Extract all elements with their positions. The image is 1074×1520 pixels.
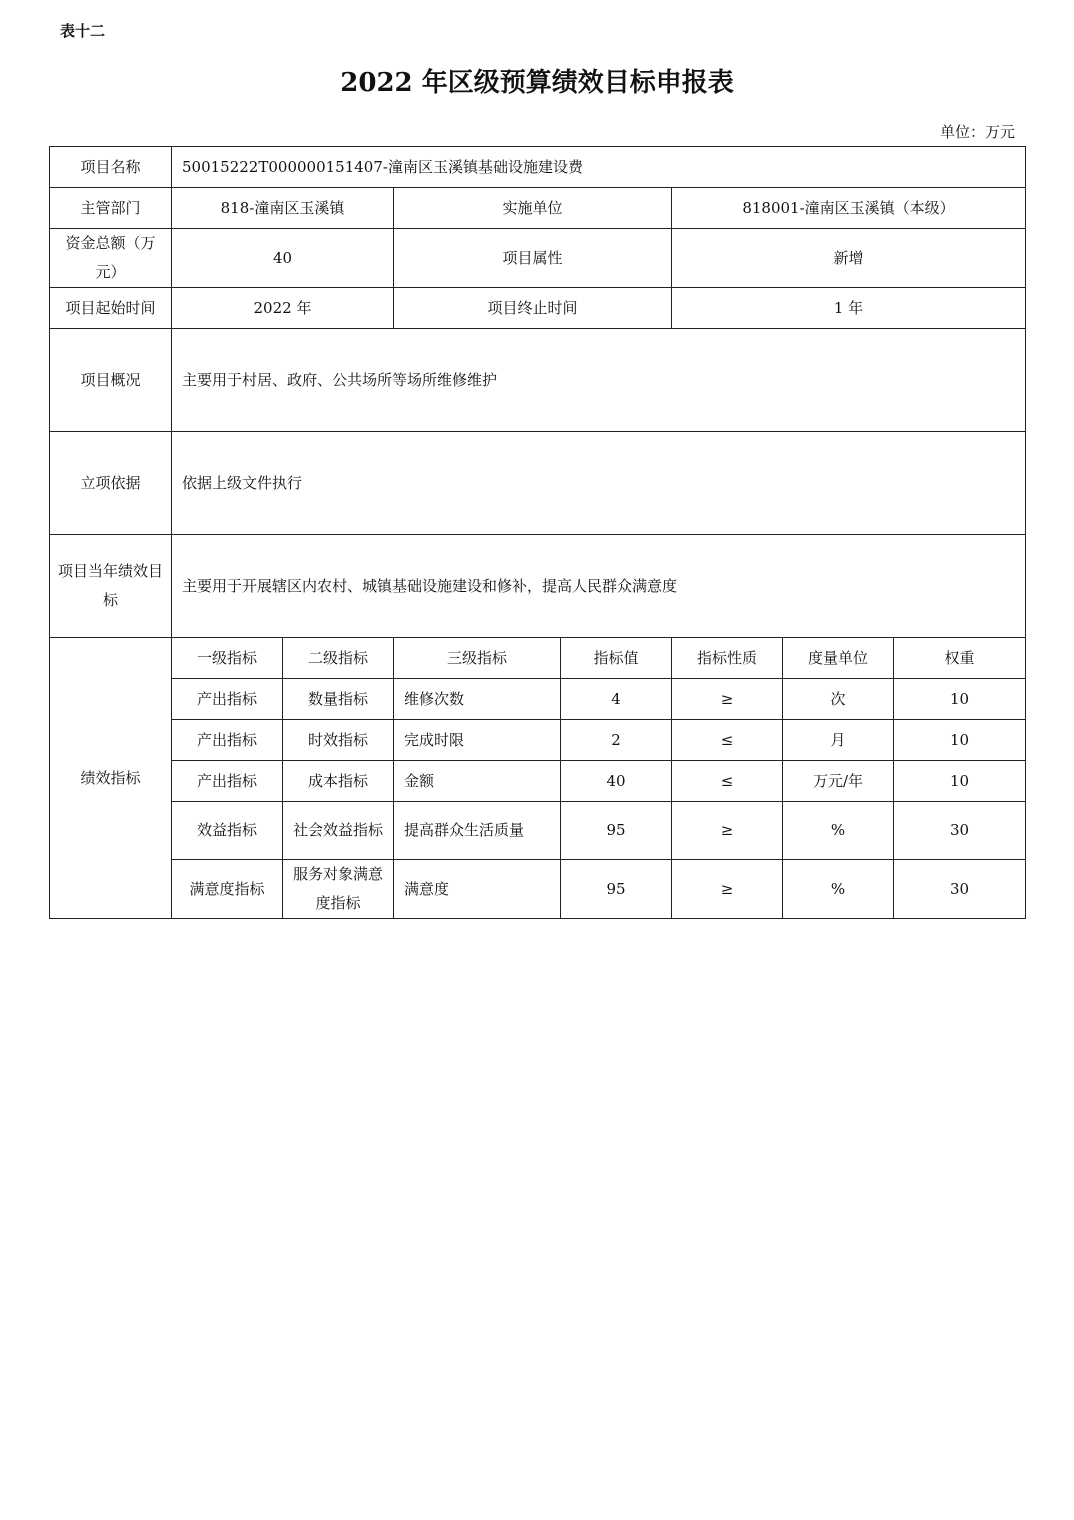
- row-goal: [50, 535, 1026, 638]
- perf-row: [50, 761, 1026, 802]
- funds-label: 资金总额（万元）: [50, 229, 172, 288]
- budget-performance-form: [49, 146, 1026, 919]
- row-period: [50, 288, 1026, 329]
- overview-value: 主要用于村居、政府、公共场所等场所维修维护: [172, 329, 1026, 432]
- perf-row: [50, 679, 1026, 720]
- perf-cell: %: [783, 802, 894, 860]
- row-basis: [50, 432, 1026, 535]
- perf-header-cell: 二级指标: [283, 638, 394, 679]
- perf-cell: 提高群众生活质量: [394, 802, 561, 860]
- perf-cell: 月: [783, 720, 894, 761]
- perf-cell: 10: [894, 720, 1026, 761]
- perf-cell: 30: [894, 802, 1026, 860]
- document-label: 表十二: [60, 22, 106, 40]
- perf-header-cell: 三级指标: [394, 638, 561, 679]
- goal-label: 项目当年绩效目标: [50, 535, 172, 638]
- end-value: 1 年: [672, 288, 1026, 329]
- perf-cell: 万元/年: [783, 761, 894, 802]
- perf-cell: 95: [561, 860, 672, 919]
- project-name-value: 50015222T000000151407-潼南区玉溪镇基础设施建设费: [172, 147, 1026, 188]
- attr-label: 项目属性: [394, 229, 672, 288]
- unit-note: 单位：万元: [939, 123, 1015, 141]
- start-label: 项目起始时间: [50, 288, 172, 329]
- row-funds: [50, 229, 1026, 288]
- goal-value: 主要用于开展辖区内农村、城镇基础设施建设和修补，提高人民群众满意度: [172, 535, 1026, 638]
- perf-cell: 10: [894, 679, 1026, 720]
- perf-row: [50, 860, 1026, 919]
- perf-cell: 社会效益指标: [283, 802, 394, 860]
- perf-cell: ≥: [672, 860, 783, 919]
- perf-header-cell: 权重: [894, 638, 1026, 679]
- perf-cell: 95: [561, 802, 672, 860]
- perf-cell: 30: [894, 860, 1026, 919]
- perf-cell: 完成时限: [394, 720, 561, 761]
- impl-value: 818001-潼南区玉溪镇（本级）: [672, 188, 1026, 229]
- impl-label: 实施单位: [394, 188, 672, 229]
- overview-label: 项目概况: [50, 329, 172, 432]
- perf-row: [50, 802, 1026, 860]
- perf-cell: 成本指标: [283, 761, 394, 802]
- funds-value: 40: [172, 229, 394, 288]
- end-label: 项目终止时间: [394, 288, 672, 329]
- perf-cell: 次: [783, 679, 894, 720]
- perf-cell: 服务对象满意度指标: [283, 860, 394, 919]
- project-name-label: 项目名称: [50, 147, 172, 188]
- perf-header-row: [50, 638, 1026, 679]
- perf-row: [50, 720, 1026, 761]
- perf-cell: %: [783, 860, 894, 919]
- perf-cell: 维修次数: [394, 679, 561, 720]
- perf-header-cell: 一级指标: [172, 638, 283, 679]
- document-title: 2022 年区级预算绩效目标申报表: [340, 68, 734, 98]
- perf-header-cell: 指标值: [561, 638, 672, 679]
- perf-cell: 2: [561, 720, 672, 761]
- perf-cell: 10: [894, 761, 1026, 802]
- perf-cell: 金额: [394, 761, 561, 802]
- row-department: [50, 188, 1026, 229]
- perf-cell: ≥: [672, 679, 783, 720]
- perf-cell: 产出指标: [172, 720, 283, 761]
- row-project-name: [50, 147, 1026, 188]
- perf-cell: ≥: [672, 802, 783, 860]
- row-overview: [50, 329, 1026, 432]
- perf-cell: 产出指标: [172, 761, 283, 802]
- perf-header-cell: 度量单位: [783, 638, 894, 679]
- dept-label: 主管部门: [50, 188, 172, 229]
- basis-label: 立项依据: [50, 432, 172, 535]
- perf-cell: 40: [561, 761, 672, 802]
- perf-cell: ≤: [672, 720, 783, 761]
- perf-header-cell: 指标性质: [672, 638, 783, 679]
- basis-value: 依据上级文件执行: [172, 432, 1026, 535]
- perf-label: 绩效指标: [50, 638, 172, 919]
- perf-cell: 时效指标: [283, 720, 394, 761]
- perf-cell: 效益指标: [172, 802, 283, 860]
- perf-cell: 产出指标: [172, 679, 283, 720]
- perf-cell: 满意度指标: [172, 860, 283, 919]
- dept-value: 818-潼南区玉溪镇: [172, 188, 394, 229]
- start-value: 2022 年: [172, 288, 394, 329]
- attr-value: 新增: [672, 229, 1026, 288]
- perf-cell: 4: [561, 679, 672, 720]
- perf-cell: 数量指标: [283, 679, 394, 720]
- perf-cell: ≤: [672, 761, 783, 802]
- perf-cell: 满意度: [394, 860, 561, 919]
